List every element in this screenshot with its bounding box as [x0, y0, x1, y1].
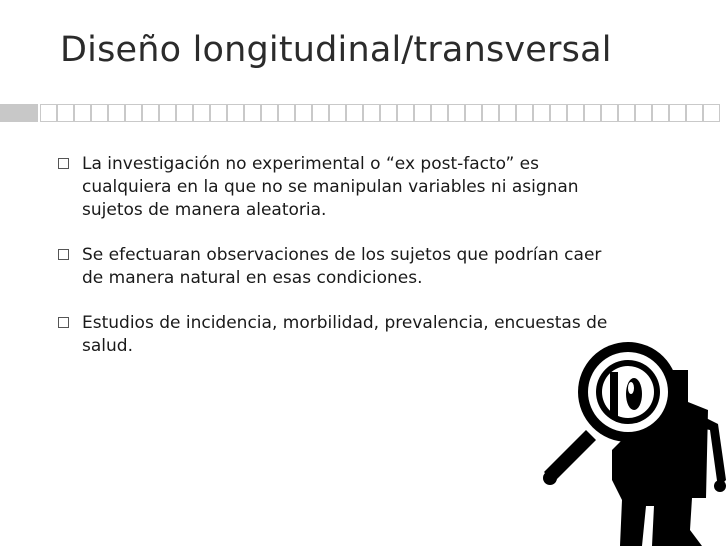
band-box	[618, 104, 635, 122]
band-box	[278, 104, 295, 122]
band-box	[329, 104, 346, 122]
square-bullet-icon	[58, 249, 69, 260]
band-box	[159, 104, 176, 122]
bullet-text: La investigación no experimental o “ex post-facto” es cualquiera en la que no se manipulan variables ni asignan sujetos de manera aleatoria.	[82, 154, 579, 220]
band-box	[414, 104, 431, 122]
band-box	[397, 104, 414, 122]
band-box	[142, 104, 159, 122]
band-box	[584, 104, 601, 122]
band-box	[499, 104, 516, 122]
bullet-item	[58, 312, 618, 358]
band-box	[686, 104, 703, 122]
band-box	[40, 104, 57, 122]
band-box	[57, 104, 74, 122]
bullet-item	[58, 244, 618, 290]
bullet-list	[58, 153, 618, 380]
square-bullet-icon	[58, 317, 69, 328]
bullet-text: Estudios de incidencia, morbilidad, prevalencia, encuestas de salud.	[82, 313, 608, 356]
band-box	[703, 104, 720, 122]
band-box	[74, 104, 91, 122]
band-box	[108, 104, 125, 122]
band-box	[261, 104, 278, 122]
band-box	[346, 104, 363, 122]
band-box	[431, 104, 448, 122]
band-box	[550, 104, 567, 122]
square-bullet-icon	[58, 158, 69, 169]
band-box	[380, 104, 397, 122]
band-box	[516, 104, 533, 122]
band-box	[465, 104, 482, 122]
band-box	[176, 104, 193, 122]
band-box	[669, 104, 686, 122]
band-box	[652, 104, 669, 122]
bullet-text: Se efectuaran observaciones de los sujetos que podrían caer de manera natural en esas condiciones.	[82, 245, 602, 288]
magnifying-glass-person-icon	[540, 330, 728, 546]
decorative-band	[0, 104, 728, 122]
band-box	[125, 104, 142, 122]
band-solid-block	[0, 104, 38, 122]
band-box	[482, 104, 499, 122]
band-box	[448, 104, 465, 122]
band-box	[91, 104, 108, 122]
band-box	[635, 104, 652, 122]
bullet-item	[58, 153, 618, 222]
band-box	[210, 104, 227, 122]
band-box	[533, 104, 550, 122]
band-box	[312, 104, 329, 122]
band-box	[295, 104, 312, 122]
band-box	[567, 104, 584, 122]
band-box	[227, 104, 244, 122]
band-box	[244, 104, 261, 122]
band-box	[193, 104, 210, 122]
band-box	[601, 104, 618, 122]
slide-title: Diseño longitudinal/transversal	[60, 30, 612, 70]
band-box	[363, 104, 380, 122]
